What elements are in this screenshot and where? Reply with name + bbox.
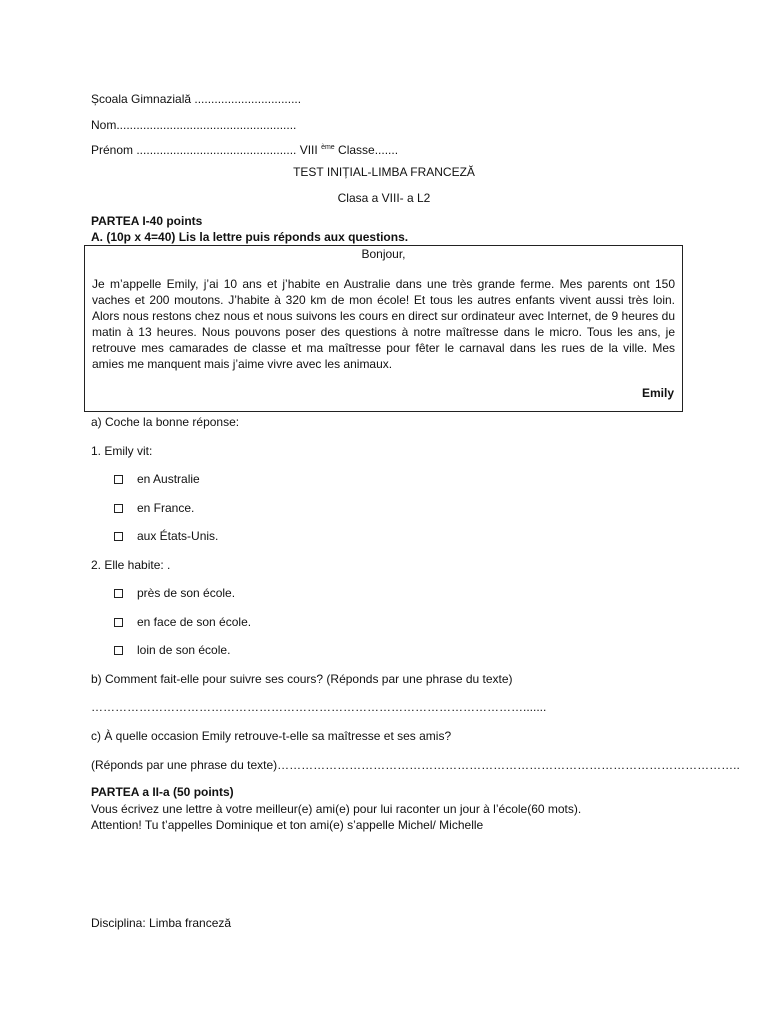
question-a-label: a) Coche la bonne réponse: xyxy=(91,415,240,429)
q2-option[interactable] xyxy=(114,615,251,629)
answer-line-c[interactable]: (Réponds par une phrase du texte)…………………………………………………………………………………………………….. xyxy=(91,758,740,772)
checkbox[interactable] xyxy=(114,475,123,484)
letter-box xyxy=(84,245,683,412)
prenom-prefix: Prénom ................................................ VIII xyxy=(91,143,322,157)
part2-line2: Attention! Tu t’appelles Dominique et ton ami(e) s’appelle Michel/ Michelle xyxy=(91,818,484,832)
question-b: b) Comment fait-elle pour suivre ses cours? (Réponds par une phrase du texte) xyxy=(91,672,513,686)
checkbox[interactable] xyxy=(114,504,123,513)
school-line: Școala Gimnazială ................................ xyxy=(91,92,302,106)
letter-signature: Emily xyxy=(641,386,674,400)
answer-line-b[interactable]: ………………………………………………………………………………………………....... xyxy=(91,700,547,714)
q1-option[interactable] xyxy=(114,501,194,515)
discipline-footer: Disciplina: Limba franceză xyxy=(91,916,232,930)
question-c: c) À quelle occasion Emily retrouve-t-elle sa maîtresse et ses amis? xyxy=(91,729,452,743)
part1-instruction: A. (10p x 4=40) Lis la lettre puis réponds aux questions. xyxy=(91,230,409,244)
part2-heading: PARTEA a II-a (50 points) xyxy=(91,785,234,799)
part2-line1: Vous écrivez une lettre à votre meilleur(e) ami(e) pour lui raconter un jour à l’école(60 mots). xyxy=(91,802,582,816)
test-title: TEST INIȚIAL-LIMBA FRANCEZĂ xyxy=(293,165,475,179)
checkbox[interactable] xyxy=(114,646,123,655)
test-subtitle: Clasa a VIII- a L2 xyxy=(337,191,431,205)
q2-option[interactable] xyxy=(114,643,230,657)
q2-option[interactable] xyxy=(114,586,235,600)
checkbox[interactable] xyxy=(114,532,123,541)
q1-option[interactable] xyxy=(114,472,200,486)
checkbox[interactable] xyxy=(114,618,123,627)
name-line: Nom...................................................... xyxy=(91,118,297,132)
option-label: loin de son école. xyxy=(137,643,231,657)
letter-body: Je m’appelle Emily, j’ai 10 ans et j’habite en Australie dans une très grande ferme. Mes parents ont 150 vaches et 200 moutons. J’habite à 320 km de mon école! Et tous les autres enfants vivent aussi très loin. Alors nous restons chez nous et nous suivons les cours en direct sur ordinateur avec Internet, de 9 heures du matin à 13 heures. Nous pouvons poser des questions à notre maîtresse dans le micro. Tous les ans, je retrouve mes camarades de classe et ma maîtresse pour fêter le carnaval dans les rues de la ville. Mes amies me manquent mais j’aime vivre avec les animaux. xyxy=(92,277,675,371)
question-2: 2. Elle habite: . xyxy=(91,558,171,572)
option-label: en Australie xyxy=(137,472,200,486)
question-1: 1. Emily vit: xyxy=(91,444,153,458)
option-label: aux États-Unis. xyxy=(137,529,219,543)
option-label: près de son école. xyxy=(137,586,236,600)
prenom-suffix: Classe....... xyxy=(334,143,399,157)
prenom-line xyxy=(91,143,398,157)
option-label: en face de son école. xyxy=(137,615,252,629)
option-label: en France. xyxy=(137,501,195,515)
part1-heading: PARTEA I-40 points xyxy=(91,214,203,228)
q1-option[interactable] xyxy=(114,529,218,543)
letter-greeting: Bonjour, xyxy=(361,247,406,261)
prenom-superscript: ème xyxy=(321,144,335,151)
checkbox[interactable] xyxy=(114,589,123,598)
